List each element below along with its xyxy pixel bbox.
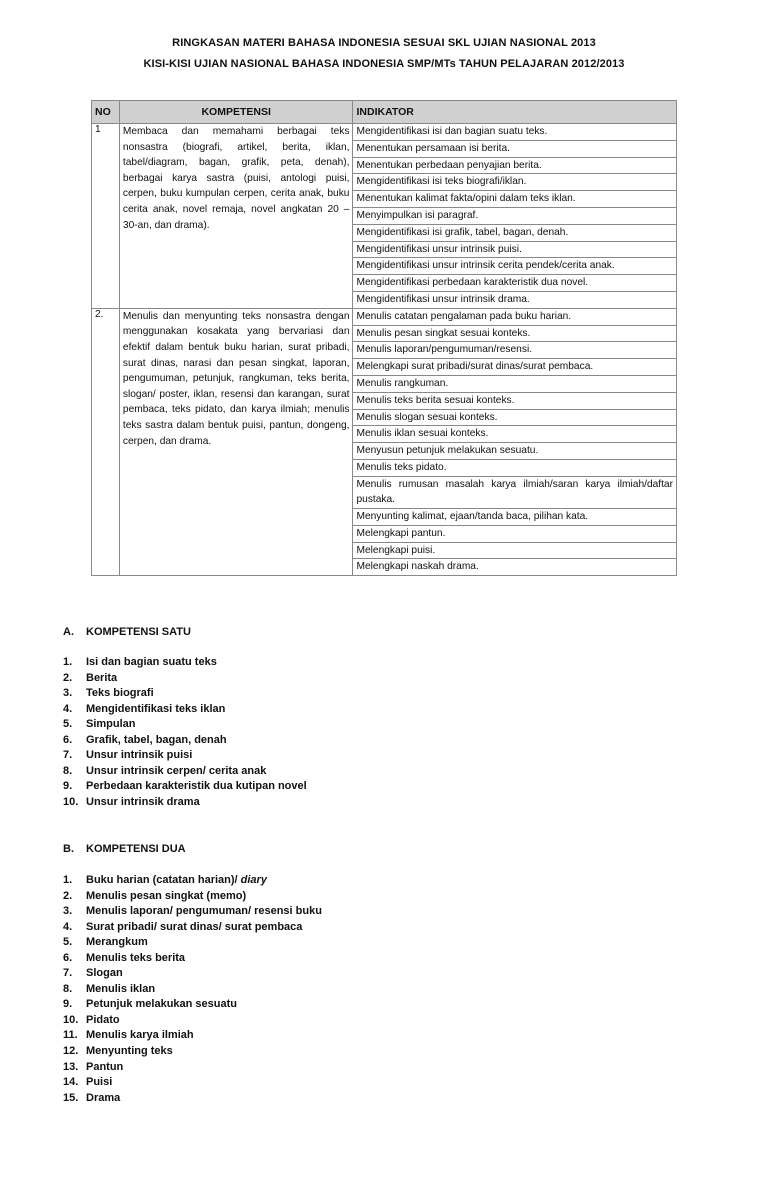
indikator-cell: Mengidentifikasi isi teks biografi/iklan. <box>353 174 677 191</box>
indikator-cell: Mengidentifikasi perbedaan karakteristik dua novel. <box>353 275 677 292</box>
section-a-title: KOMPETENSI SATU <box>86 626 191 638</box>
item-number: 12. <box>63 1045 79 1058</box>
item-number: 4. <box>63 702 73 715</box>
item-number: 1. <box>63 874 73 886</box>
list-item <box>63 717 307 733</box>
indikator-cell: Menyusun petunjuk melakukan sesuatu. <box>353 443 677 460</box>
item-number: 9. <box>63 998 73 1011</box>
list-item <box>63 764 307 780</box>
list-item <box>63 1013 322 1029</box>
list-item <box>63 702 307 718</box>
list-item <box>63 889 322 905</box>
item-text: Slogan <box>86 967 123 980</box>
header-indikator: INDIKATOR <box>353 101 677 124</box>
item-number: 3. <box>63 905 73 918</box>
item-text: Surat pribadi/ surat dinas/ surat pembaca <box>86 920 303 933</box>
section-b-list <box>63 873 322 1106</box>
item-text: Teks biografi <box>86 687 154 700</box>
item-text: Pantun <box>86 1060 124 1073</box>
item-number: 7. <box>63 967 73 980</box>
list-item <box>63 951 322 967</box>
item-number: 11. <box>63 1029 78 1042</box>
item-number: 1. <box>63 656 73 668</box>
section-a-list <box>63 655 307 810</box>
item-text: Menulis laporan/ pengumuman/ resensi buku <box>86 905 322 918</box>
document-title: RINGKASAN MATERI BAHASA INDONESIA SESUAI SKL UJIAN NASIONAL 2013 <box>172 37 596 49</box>
item-number: 4. <box>63 920 73 933</box>
list-item <box>63 982 322 998</box>
indikator-cell: Menentukan perbedaan penyajian berita. <box>353 157 677 174</box>
item-number: 6. <box>63 951 73 964</box>
list-item <box>63 935 322 951</box>
list-item <box>63 779 307 795</box>
item-number: 10. <box>63 795 79 808</box>
indikator-cell: Melengkapi pantun. <box>353 525 677 542</box>
item-text: Isi dan bagian suatu teks <box>86 656 217 668</box>
item-text: Menulis pesan singkat (memo) <box>86 889 247 902</box>
item-text: Mengidentifikasi teks iklan <box>86 702 226 715</box>
indikator-cell: Mengidentifikasi isi dan bagian suatu teks. <box>353 124 677 141</box>
item-number: 14. <box>63 1076 79 1089</box>
list-item <box>63 904 322 920</box>
table-row <box>92 308 677 325</box>
indikator-cell: Menentukan persamaan isi berita. <box>353 140 677 157</box>
item-text: Berita <box>86 671 118 684</box>
item-text: Petunjuk melakukan sesuatu <box>86 998 237 1011</box>
indikator-cell: Menulis iklan sesuai konteks. <box>353 426 677 443</box>
indikator-cell: Menulis teks berita sesuai konteks. <box>353 392 677 409</box>
item-text-italic: diary <box>240 874 267 886</box>
item-text: Drama <box>86 1091 121 1104</box>
indikator-cell: Menyunting kalimat, ejaan/tanda baca, pilihan kata. <box>353 508 677 525</box>
header-kompetensi: KOMPETENSI <box>119 101 353 124</box>
list-item <box>63 655 307 671</box>
list-item <box>63 748 307 764</box>
kisi-kisi-table <box>91 100 677 576</box>
indikator-cell: Melengkapi puisi. <box>353 542 677 559</box>
list-item <box>63 671 307 687</box>
item-number: 3. <box>63 687 73 700</box>
item-number: 2. <box>63 889 73 902</box>
section-b-heading <box>63 843 186 855</box>
section-a-heading <box>63 626 191 638</box>
indikator-cell: Menyimpulkan isi paragraf. <box>353 207 677 224</box>
list-item <box>63 997 322 1013</box>
list-item <box>63 1075 322 1091</box>
indikator-cell: Menulis laporan/pengumuman/resensi. <box>353 342 677 359</box>
list-item <box>63 1028 322 1044</box>
item-text: Simpulan <box>86 718 136 731</box>
item-text: Menulis karya ilmiah <box>86 1029 194 1042</box>
item-text: Grafik, tabel, bagan, denah <box>86 733 227 746</box>
item-text: Puisi <box>86 1076 113 1089</box>
indikator-cell: Menulis teks pidato. <box>353 459 677 476</box>
list-item <box>63 1044 322 1060</box>
indikator-cell: Menulis rangkuman. <box>353 375 677 392</box>
item-text: Unsur intrinsik puisi <box>86 749 193 762</box>
list-item <box>63 873 322 889</box>
item-text: Buku harian (catatan harian)/ <box>86 874 241 886</box>
indikator-cell: Menulis pesan singkat sesuai konteks. <box>353 325 677 342</box>
item-text: Merangkum <box>86 936 148 949</box>
indikator-cell: Menulis slogan sesuai konteks. <box>353 409 677 426</box>
item-number: 7. <box>63 749 73 762</box>
indikator-cell: Mengidentifikasi isi grafik, tabel, bagan, denah. <box>353 224 677 241</box>
item-number: 15. <box>63 1091 79 1104</box>
list-item <box>63 795 307 811</box>
list-item <box>63 686 307 702</box>
item-text: Pidato <box>86 1013 120 1026</box>
item-number: 5. <box>63 936 73 949</box>
item-number: 5. <box>63 718 73 731</box>
item-number: 2. <box>63 671 73 684</box>
item-text: Menulis teks berita <box>86 951 186 964</box>
item-text: Perbedaan karakteristik dua kutipan novel <box>86 780 307 793</box>
list-item <box>63 966 322 982</box>
item-text: Unsur intrinsik cerpen/ cerita anak <box>86 764 267 777</box>
document-subtitle: KISI-KISI UJIAN NASIONAL BAHASA INDONESIA SMP/MTs TAHUN PELAJARAN 2012/2013 <box>143 58 625 70</box>
header-no: NO <box>92 101 120 124</box>
indikator-cell: Melengkapi naskah drama. <box>353 559 677 576</box>
indikator-cell: Mengidentifikasi unsur intrinsik cerita pendek/cerita anak. <box>353 258 677 275</box>
list-item <box>63 1091 322 1107</box>
kompetensi-cell: Membaca dan memahami berbagai teks nonsastra (biografi, artikel, berita, iklan, tabel/diagram, bagan, grafik, peta, denah), berbagai karya sastra (puisi, antologi puisi, cerpen, buku kumpulan cerpen, cerita anak, buku cerita anak, novel remaja, novel angkatan 20 – 30-an, dan drama). <box>119 124 353 309</box>
item-text: Menyunting teks <box>86 1045 173 1058</box>
item-number: 10. <box>63 1013 79 1026</box>
item-number: 8. <box>63 982 73 995</box>
indikator-cell: Mengidentifikasi unsur intrinsik drama. <box>353 291 677 308</box>
indikator-cell: Menentukan kalimat fakta/opini dalam teks iklan. <box>353 191 677 208</box>
section-a-label: A. <box>63 626 74 638</box>
table-row <box>92 124 677 141</box>
item-number: 6. <box>63 733 73 746</box>
item-number: 9. <box>63 780 73 793</box>
section-b-title: KOMPETENSI DUA <box>86 843 186 855</box>
list-item <box>63 1060 322 1076</box>
item-number: 13. <box>63 1060 79 1073</box>
kompetensi-cell: Menulis dan menyunting teks nonsastra dengan menggunakan kosakata yang bervariasi dan efektif dalam bentuk buku harian, surat pribadi, surat dinas, narasi dan pesan singkat, laporan, pengumuman, petunjuk, rangkuman, teks berita, slogan/ poster, iklan, resensi dan karangan, surat pembaca, teks pidato, dan karya ilmiah; menulis teks sastra dalam bentuk puisi, pantun, dongeng, cerpen, dan drama. <box>119 308 353 575</box>
row-number: 1 <box>92 124 120 309</box>
indikator-cell: Menulis catatan pengalaman pada buku harian. <box>353 308 677 325</box>
section-b-label: B. <box>63 843 74 855</box>
table-header-row <box>92 101 677 124</box>
indikator-cell: Mengidentifikasi unsur intrinsik puisi. <box>353 241 677 258</box>
item-number: 8. <box>63 764 73 777</box>
table-body <box>92 124 677 576</box>
indikator-cell: Melengkapi surat pribadi/surat dinas/surat pembaca. <box>353 359 677 376</box>
indikator-cell: Menulis rumusan masalah karya ilmiah/saran karya ilmiah/daftar pustaka. <box>353 476 677 508</box>
item-text: Menulis iklan <box>86 982 156 995</box>
list-item <box>63 733 307 749</box>
item-text: Unsur intrinsik drama <box>86 795 200 808</box>
row-number: 2. <box>92 308 120 575</box>
list-item <box>63 920 322 936</box>
